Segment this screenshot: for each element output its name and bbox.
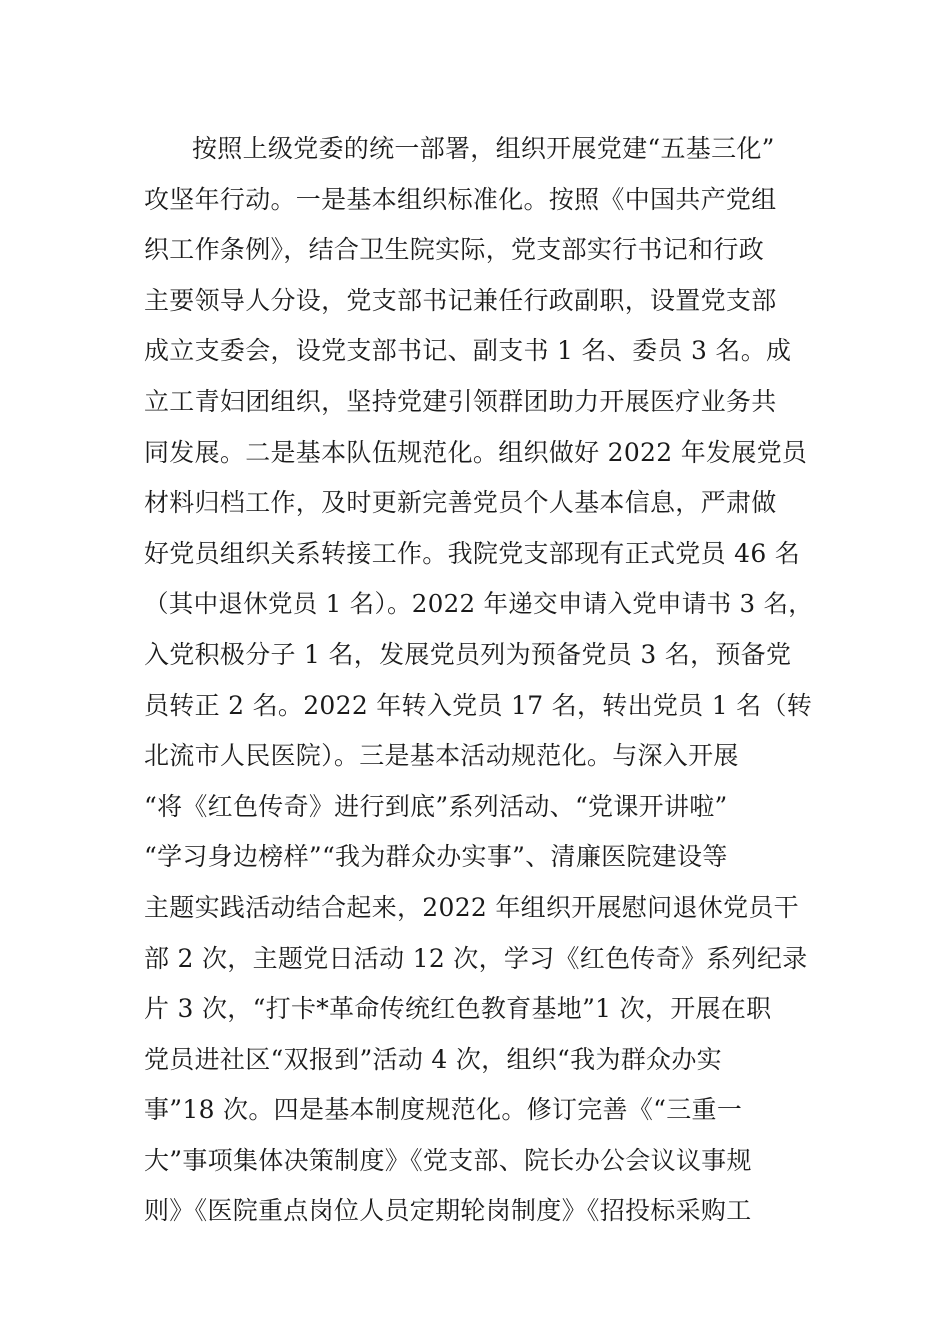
text-line: 成立支委会，设党支部书记、副支书 1 名、委员 3 名。成 <box>144 336 792 366</box>
text-line: 同发展。二是基本队伍规范化。组织做好 2022 年发展党员 <box>144 437 808 467</box>
text-line: 大”事项集体决策制度》《党支部、院长办公会议议事规 <box>144 1145 752 1175</box>
text-line: 好党员组织关系转接工作。我院党支部现有正式党员 46 名 <box>144 538 801 568</box>
text-line: “学习身边榜样”“我为群众办实事”、清廉医院建设等 <box>144 842 728 872</box>
body-paragraph <box>144 124 824 1237</box>
text-line: 片 3 次，“打卡*革命传统红色教育基地”1 次，开展在职 <box>144 994 772 1024</box>
text-line: 北流市人民医院）。三是基本活动规范化。与深入开展 <box>144 741 739 771</box>
text-line: 材料归档工作，及时更新完善党员个人基本信息，严肃做 <box>144 488 777 518</box>
text-line: 立工青妇团组织，坚持党建引领群团助力开展医疗业务共 <box>144 386 777 416</box>
text-line: 入党积极分子 1 名，发展党员列为预备党员 3 名，预备党 <box>144 639 792 669</box>
text-line: 按照上级党委的统一部署，组织开展党建“五基三化” <box>192 134 775 163</box>
text-line: 攻坚年行动。一是基本组织标准化。按照《中国共产党组 <box>144 184 777 214</box>
text-line: 事”18 次。四是基本制度规范化。修订完善《“三重一 <box>144 1095 743 1125</box>
text-line: （其中退休党员 1 名）。2022 年递交申请入党申请书 3 名， <box>144 589 814 619</box>
text-line: 党员进社区“双报到”活动 4 次，组织“我为群众办实 <box>144 1044 722 1074</box>
text-line: 部 2 次，主题党日活动 12 次，学习《红色传奇》系列纪录 <box>144 943 808 973</box>
text-line: 主要领导人分设，党支部书记兼任行政副职，设置党支部 <box>144 285 777 315</box>
text-line: 主题实践活动结合起来，2022 年组织开展慰问退休党员干 <box>144 892 799 922</box>
text-line: “将《红色传奇》进行到底”系列活动、“党课开讲啦” <box>144 791 728 821</box>
text-line: 则》《医院重点岗位人员定期轮岗制度》《招投标采购工 <box>144 1196 752 1226</box>
text-line: 员转正 2 名。2022 年转入党员 17 名，转出党员 1 名（转 <box>144 690 813 720</box>
text-line: 织工作条例》，结合卫生院实际，党支部实行书记和行政 <box>144 235 765 265</box>
